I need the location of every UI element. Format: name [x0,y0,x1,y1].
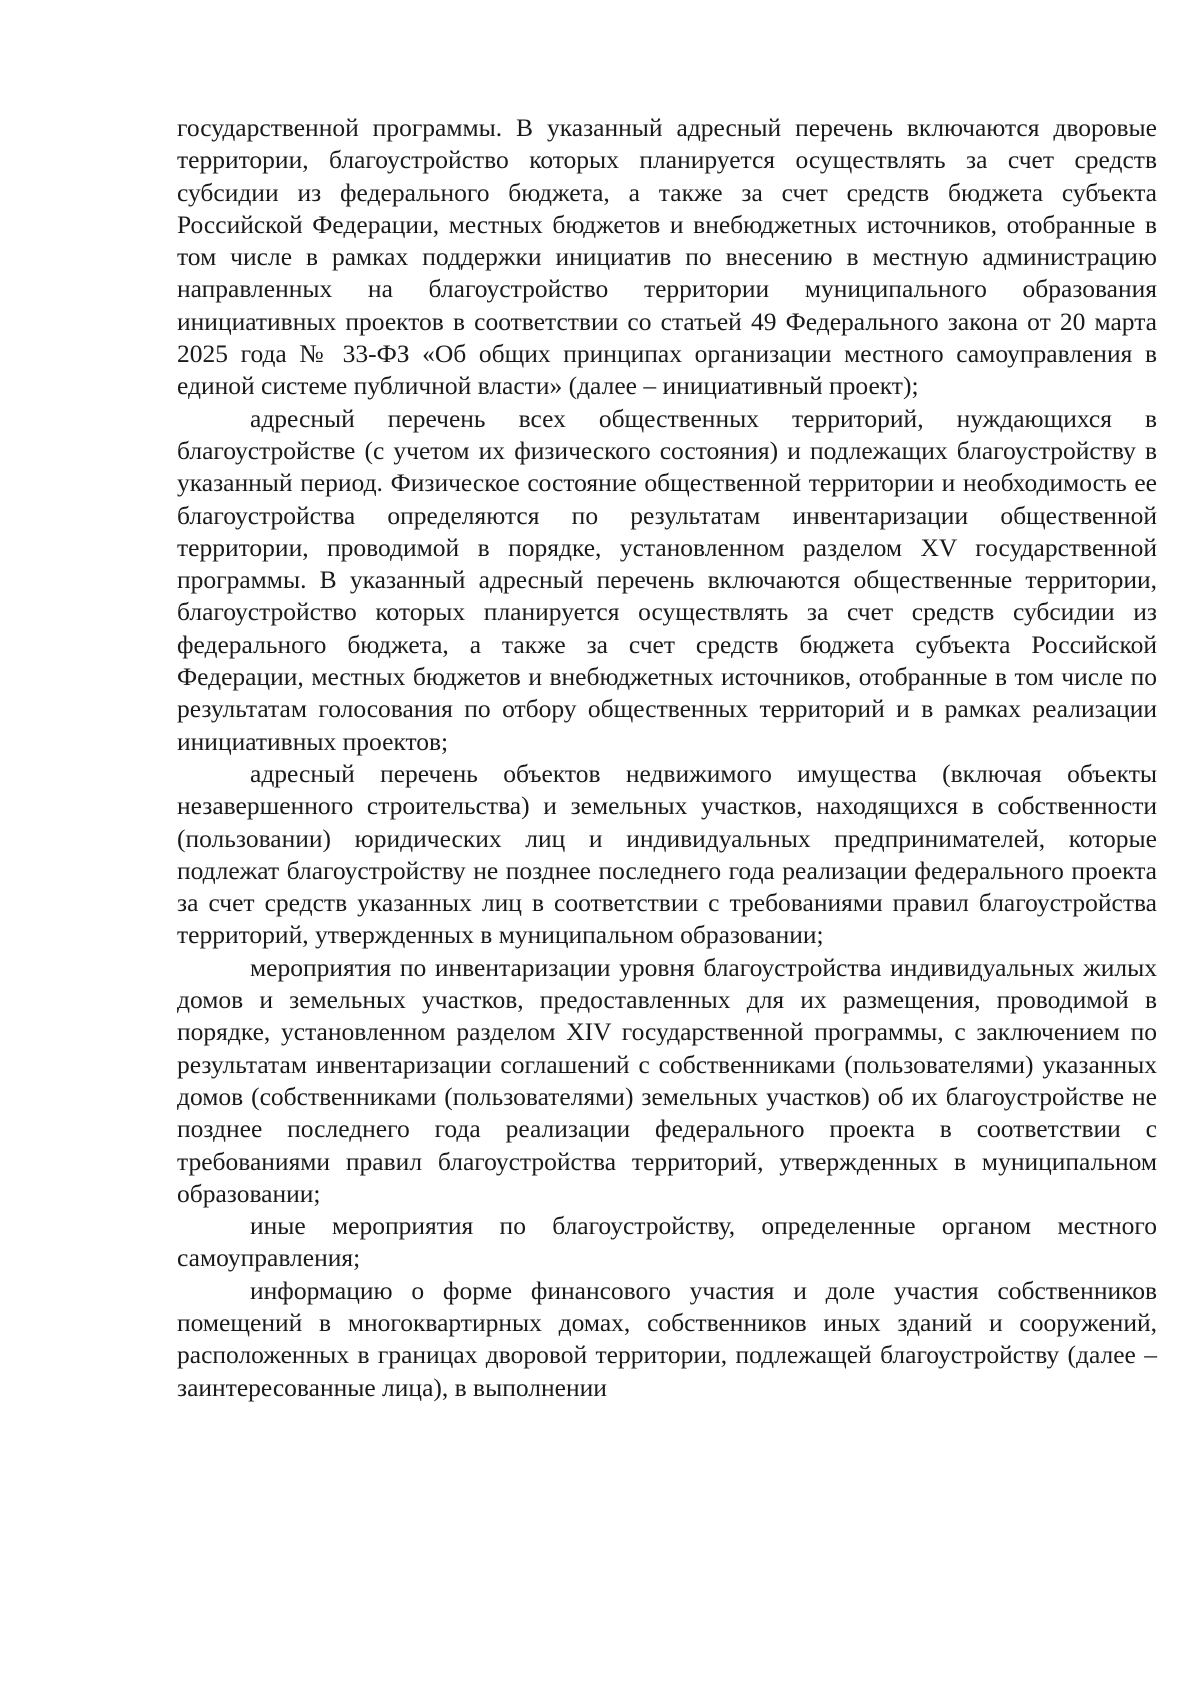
paragraph-financial-participation: информацию о форме финансового участия и доле участия собственников помещений в многоквартирных домах, собственников иных зданий и сооружений, расположенных в границах дворовой территории, подлежащей благоустройству (далее – заинтересованные лица), в выполнении [177,1275,1157,1402]
paragraph-real-estate-objects: адресный перечень объектов недвижимого имущества (включая объекты незавершенного строительства) и земельных участков, находящихся в собственности (пользовании) юридических лиц и индивидуальных предпринимателей, которые подлежат благоустройству не позднее последнего года реализации федерального проекта за счет средств указанных лиц в соответствии с требованиями правил благоустройства территорий, утвержденных в муниципальном образовании; [177,758,1157,950]
paragraph-public-territories: адресный перечень всех общественных территорий, нуждающихся в благоустройстве (с учетом их физического состояния) и подлежащих благоустройству в указанный период. Физическое состояние общественной территории и необходимость ее благоустройства определяются по результатам инвентаризации общественной территории, проводимой в порядке, установленном разделом XV государственной программы. В указанный адресный перечень включаются общественные территории, благоустройство которых планируется осуществлять за счет средств субсидии из федерального бюджета, а также за счет средств бюджета субъекта Российской Федерации, местных бюджетов и внебюджетных источников, отобранные в том числе по результатам голосования по отбору общественных территорий и в рамках реализации инициативных проектов; [177,403,1157,756]
paragraph-other-measures: иные мероприятия по благоустройству, определенные органом местного самоуправления; [177,1211,1157,1273]
document-body [177,112,1157,1404]
paragraph-inventory-measures: мероприятия по инвентаризации уровня благоустройства индивидуальных жилых домов и земельных участков, предоставленных для их размещения, проводимой в порядке, установленном разделом XIV государственной программы, с заключением по результатам инвентаризации соглашений с собственниками (пользователями) указанных домов (собственниками (пользователями) земельных участков) об их благоустройстве не позднее последнего года реализации федерального проекта в соответствии с требованиями правил благоустройства территорий, утвержденных в муниципальном образовании; [177,952,1157,1208]
paragraph-continuation: государственной программы. В указанный адресный перечень включаются дворовые территории, благоустройство которых планируется осуществлять за счет средств субсидии из федерального бюджета, а также за счет средств бюджета субъекта Российской Федерации, местных бюджетов и внебюджетных источников, отобранные в том числе в рамках поддержки инициатив по внесению в местную администрацию направленных на благоустройство территории муниципального образования инициативных проектов в соответствии со статьей 49 Федерального закона от 20 марта 2025 года № 33-ФЗ «Об общих принципах организации местного самоуправления в единой системе публичной власти» (далее – инициативный проект); [177,113,1157,401]
